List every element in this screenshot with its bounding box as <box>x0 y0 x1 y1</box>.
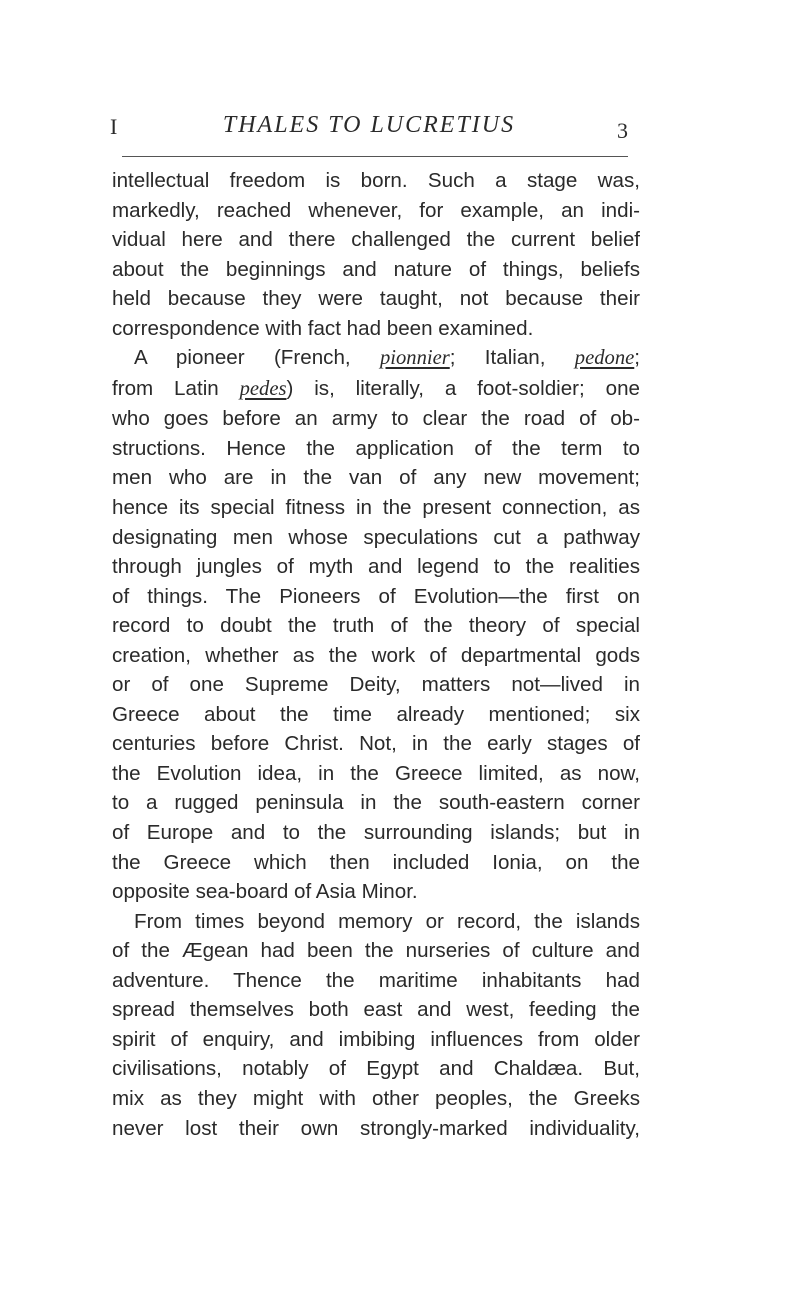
text-line: of things. The Pioneers of Evolution—the first on <box>112 584 640 608</box>
text-line: markedly, reached whenever, for example, an indi- <box>112 198 640 222</box>
text-line: of the Ægean had been the nurseries of culture and <box>112 939 640 963</box>
text-line <box>112 374 640 405</box>
text-line: through jungles of myth and legend to the realities <box>112 555 640 579</box>
italic-term: pionnier <box>379 347 450 370</box>
paragraph-2 <box>112 343 640 906</box>
text-line: to a rugged peninsula in the south-eastern corner <box>112 791 640 815</box>
paragraph-1 <box>112 166 640 343</box>
text-line: correspondence with fact had been examined. <box>112 316 534 340</box>
text-line: adventure. Thence the maritime inhabitants had <box>112 968 640 992</box>
running-title: THALES TO LUCRETIUS <box>222 112 516 138</box>
text-line: centuries before Christ. Not, in the early stages of <box>112 732 640 756</box>
text-line: who goes before an army to clear the road of ob- <box>112 407 640 431</box>
text-run: A pioneer (French, <box>134 346 380 370</box>
text-line: mix as they might with other peoples, the Greeks <box>112 1086 640 1110</box>
text-line: about the beginnings and nature of things, beliefs <box>112 257 640 281</box>
text-line: the Greece which then included Ionia, on the <box>112 850 640 874</box>
text-line: creation, whether as the work of departmental gods <box>112 643 640 667</box>
header-rule <box>122 156 628 157</box>
text-line: civilisations, notably of Egypt and Chaldæa. But, <box>112 1057 640 1081</box>
italic-term: pedone <box>574 347 635 370</box>
chapter-number: I <box>110 114 119 139</box>
text-line: From times beyond memory or record, the islands <box>134 909 640 933</box>
text-run: ; Italian, <box>449 346 575 370</box>
text-line: spirit of enquiry, and imbibing influences from older <box>112 1027 640 1051</box>
body-text <box>112 166 640 1143</box>
text-line: opposite sea-board of Asia Minor. <box>112 880 418 904</box>
text-line: held because they were taught, not because their <box>112 287 640 311</box>
text-line: men who are in the van of any new movement; <box>112 466 640 490</box>
text-line: Greece about the time already mentioned; six <box>112 702 640 726</box>
running-head <box>110 112 628 148</box>
text-run: from Latin <box>112 376 240 400</box>
italic-term: pedes <box>239 377 287 400</box>
text-line: designating men whose speculations cut a pathway <box>112 525 640 549</box>
text-run: ) is, literally, a foot-soldier; one <box>286 376 640 400</box>
text-line: intellectual freedom is born. Such a stage was, <box>112 169 640 192</box>
paragraph-3 <box>112 907 640 1143</box>
text-line: of Europe and to the surrounding islands; but in <box>112 821 640 845</box>
page-number: 3 <box>617 118 628 143</box>
text-line: or of one Supreme Deity, matters not—lived in <box>112 673 640 697</box>
text-line: hence its special fitness in the present connection, as <box>112 496 640 520</box>
text-line: spread themselves both east and west, feeding the <box>112 998 640 1022</box>
text-line: record to doubt the truth of the theory of special <box>112 614 640 638</box>
text-line: vidual here and there challenged the current belief <box>112 228 640 252</box>
text-run: ; <box>634 346 640 370</box>
text-line: the Evolution idea, in the Greece limited, as now, <box>112 761 640 785</box>
text-line <box>112 343 640 374</box>
text-line: structions. Hence the application of the term to <box>112 436 640 460</box>
text-line: never lost their own strongly-marked individuality, <box>112 1116 640 1140</box>
